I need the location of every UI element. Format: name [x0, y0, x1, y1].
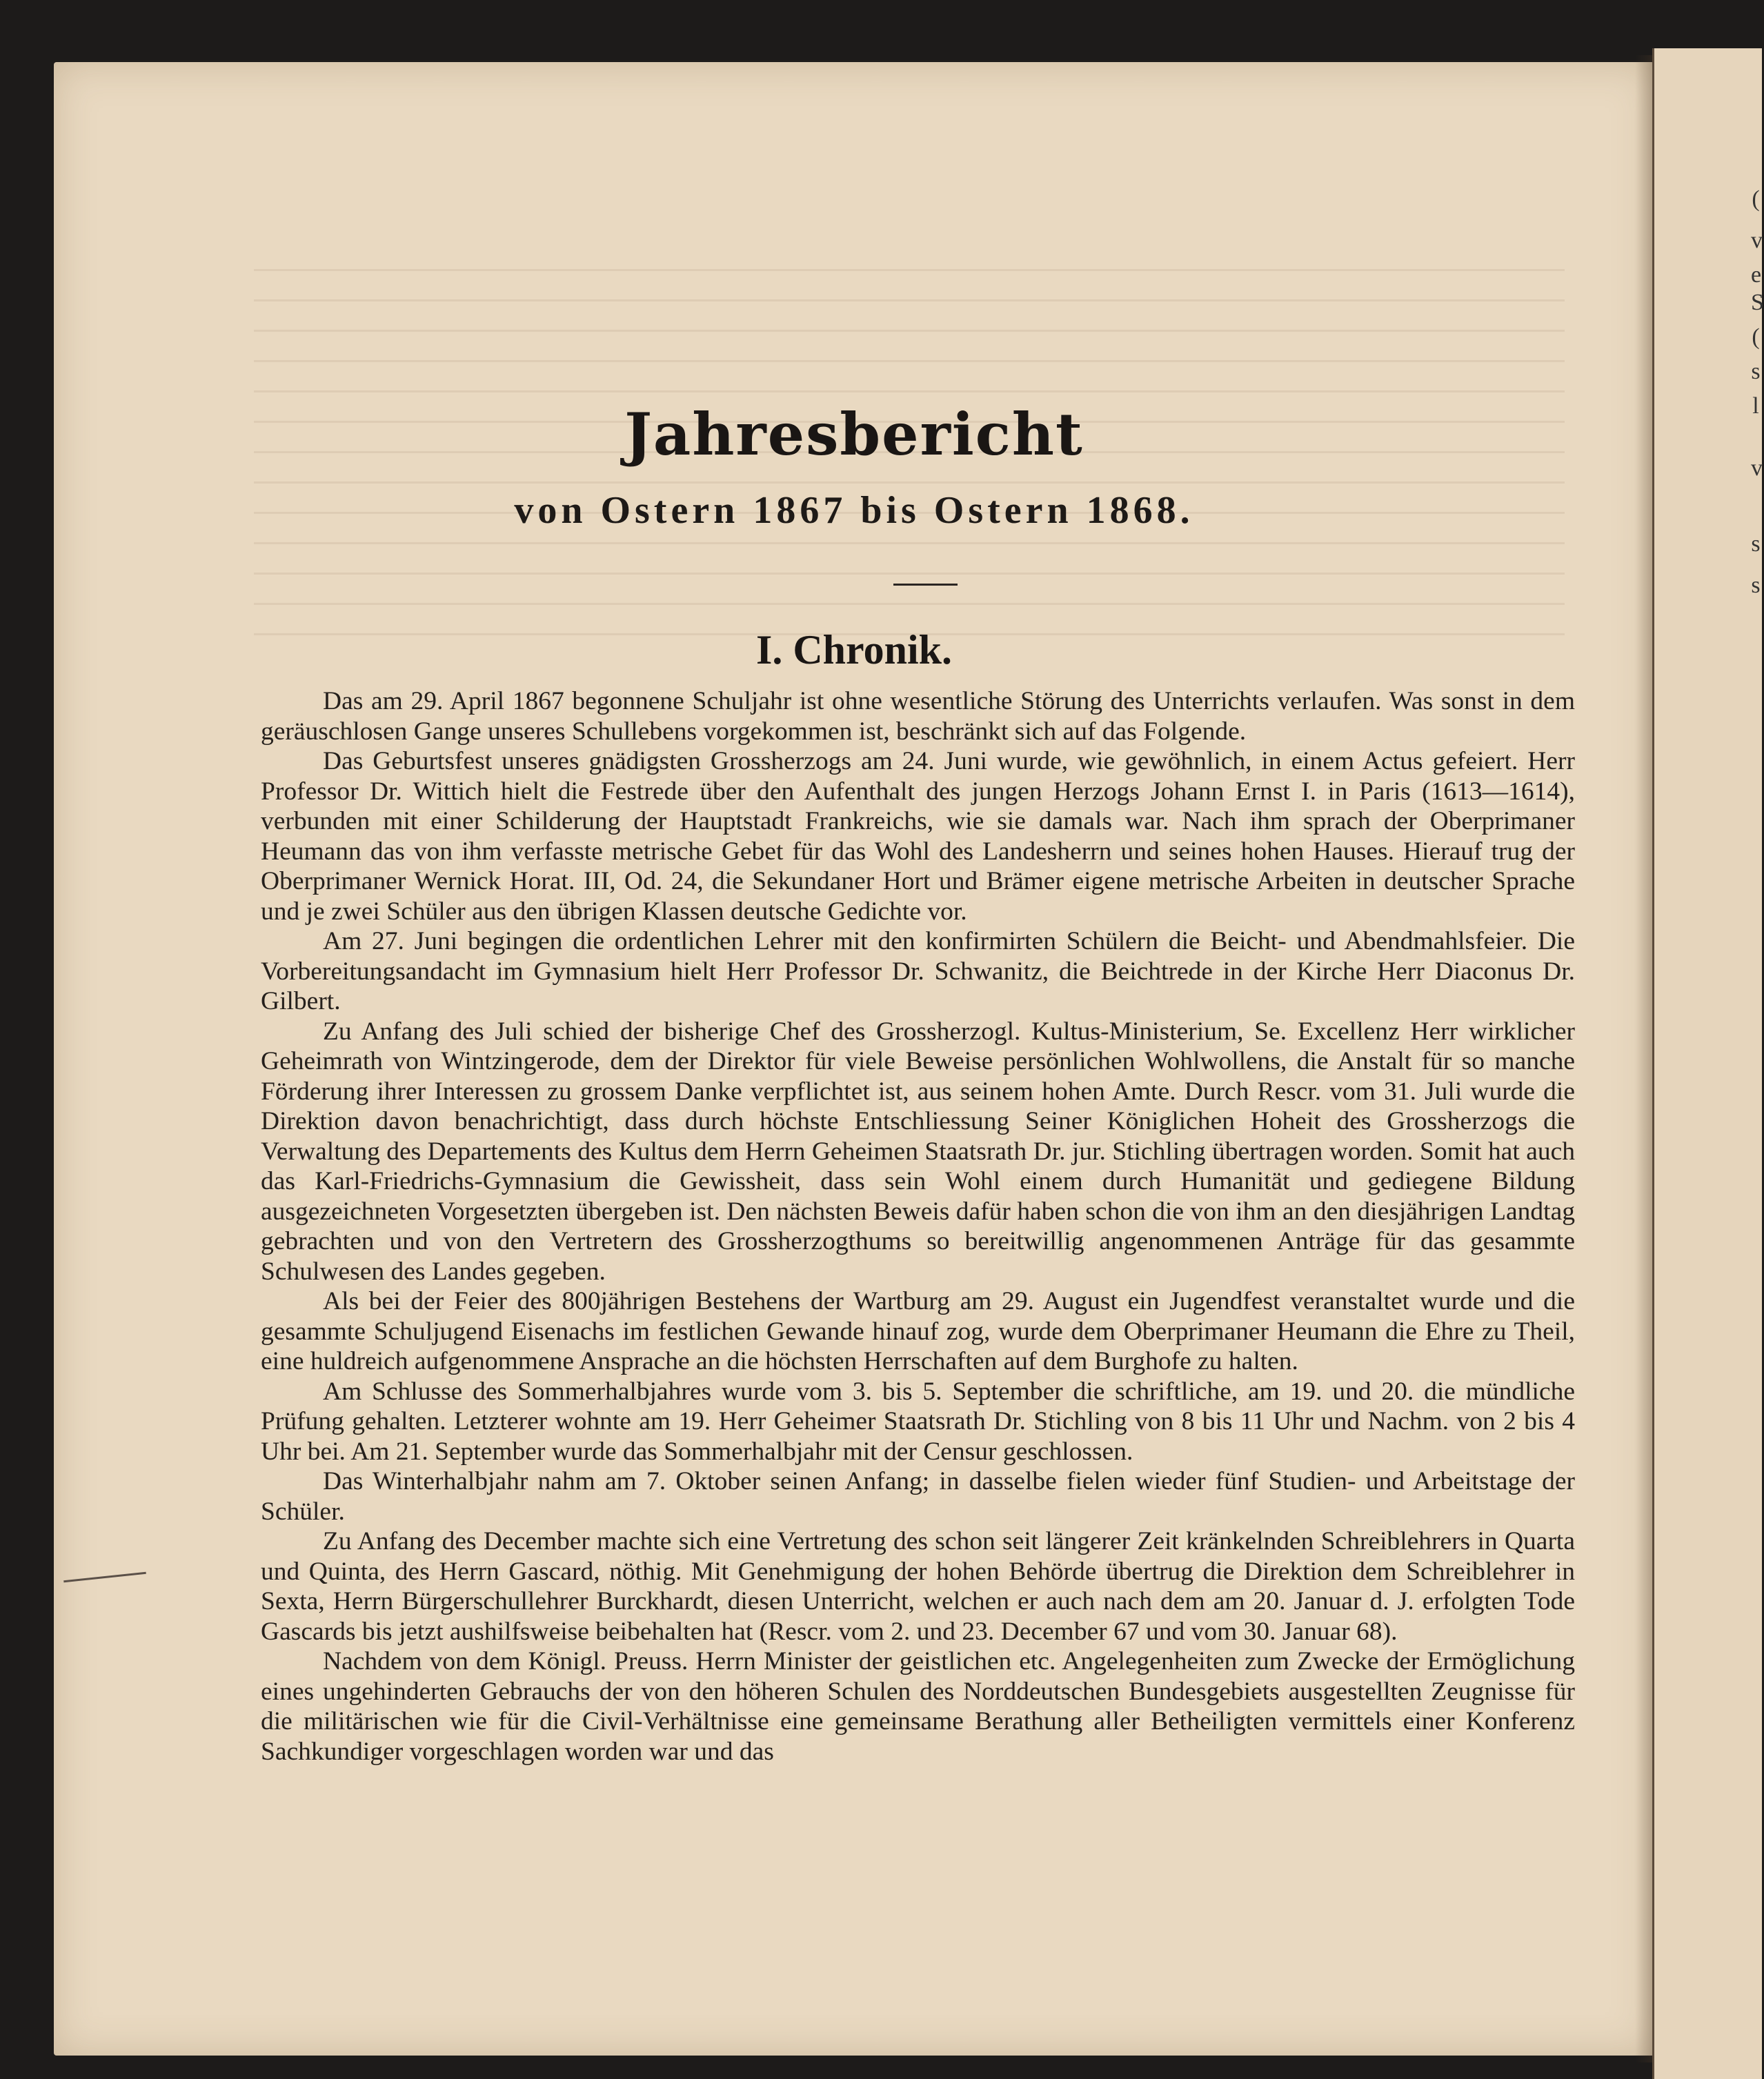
- paragraph: Als bei der Feier des 800jährigen Bestehens der Wartburg am 29. August ein Jugendfest veranstaltet wurde und die gesammte Schuljugend Eisenachs im festlichen Gewande hinauf zog, wurde dem Oberprimaner Heumann die Ehre zu Theil, eine huldreich aufgenommene Ansprache an die höchsten Herrschaften auf dem Burghofe zu halten.: [261, 1287, 1575, 1375]
- edge-char: v: [1751, 455, 1763, 481]
- paragraph: Das Geburtsfest unseres gnädigsten Grossherzogs am 24. Juni wurde, wie gewöhnlich, in einem Actus gefeiert. Herr Professor Dr. Wittich hielt die Festrede über den Aufenthalt des jungen Herzogs Johann Ernst I. in Paris (1613—1614), verbunden mit einer Schilderung der Hauptstadt Frankreichs, wie sie damals war. Nach ihm sprach der Oberprimaner Heumann das von ihm verfasste metrische Gebet für das Wohl des Landesherrn und seines hohen Hauses. Hierauf trug der Oberprimaner Wernick Horat. III, Od. 24, die Sekundaner Hort und Brämer eigene metrische Arbeiten in deutscher Sprache und je zwei Schüler aus den übrigen Klassen deutsche Gedichte vor.: [261, 747, 1575, 926]
- adjacent-page-edge: [1652, 48, 1762, 2079]
- page-subtitle: von Ostern 1867 bis Ostern 1868.: [514, 489, 1194, 532]
- paragraph: Das Winterhalbjahr nahm am 7. Oktober seinen Anfang; in dasselbe fielen wieder fünf Studien- und Arbeitstage der Schüler.: [261, 1467, 1575, 1526]
- paragraph: Am Schlusse des Sommerhalbjahres wurde vom 3. bis 5. September die schriftliche, am 19. und 20. die mündliche Prüfung gehalten. Letzterer wohnte am 19. Herr Geheimer Staatsrath Dr. Stichling von 8 bis 11 Uhr und Nachm. von 2 bis 4 Uhr bei. Am 21. September wurde das Sommerhalbjahr mit der Censur geschlossen.: [261, 1377, 1575, 1466]
- edge-char: (: [1752, 186, 1760, 212]
- document-page: [54, 62, 1654, 2056]
- paragraph: Am 27. Juni begingen die ordentlichen Lehrer mit den konfirmirten Schülern die Beicht- und Abendmahlsfeier. Die Vorbereitungsandacht im Gymnasium hielt Herr Professor Dr. Schwanitz, die Beichtrede in der Kirche Herr Diaconus Dr. Gilbert.: [261, 927, 1575, 1015]
- edge-char: v: [1751, 228, 1763, 253]
- paragraph: Zu Anfang des December machte sich eine Vertretung des schon seit längerer Zeit kränkelnden Schreiblehrers in Quarta und Quinta, des Herrn Gascard, nöthig. Mit Genehmigung der hohen Behörde übertrug die Direktion dem Schreiblehrer in Sexta, Herrn Bürgerschullehrer Burckhardt, diesen Unterricht, welchen er auch nach dem am 20. Januar d. J. erfolgten Tode Gascards bis jetzt aushilfsweise beibehalten hat (Rescr. vom 2. und 23. December 67 und vom 30. Januar 68).: [261, 1527, 1575, 1646]
- title-divider: [893, 584, 958, 586]
- body-text: [261, 686, 1575, 1767]
- paragraph: Nachdem von dem Königl. Preuss. Herrn Minister der geistlichen etc. Angelegenheiten zum Zwecke der Ermöglichung eines ungehinderten Gebrauchs der von den höheren Schulen des Norddeutschen Bundesgebiets ausgestellten Zeugnisse für die militärischen wie für die Civil-Verhältnisse eine gemeinsame Berathung aller Betheiligten vermittels einer Konferenz Sachkundiger vorgeschlagen worden war und das: [261, 1647, 1575, 1766]
- edge-char: s: [1751, 573, 1761, 598]
- page-title: Jahresbericht: [624, 400, 1084, 468]
- paragraph: Das am 29. April 1867 begonnene Schuljahr ist ohne wesentliche Störung des Unterrichts verlaufen. Was sonst in dem geräuschlosen Gange unseres Schullebens vorgekommen ist, beschränkt sich auf das Folgende.: [261, 687, 1575, 746]
- edge-char: S: [1751, 290, 1764, 315]
- edge-char: s: [1751, 531, 1761, 557]
- edge-char: l: [1752, 393, 1759, 419]
- edge-char: (: [1752, 324, 1760, 350]
- paragraph: Zu Anfang des Juli schied der bisherige Chef des Grossherzogl. Kultus-Ministerium, Se. Excellenz Herr wirklicher Geheimrath von Wintzingerode, dem der Direktor für viele Beweise persönlichen Wohlwollens, die Anstalt für so manche Förderung ihrer Interessen zu grossem Danke verpflichtet ist, aus seinem hohen Amte. Durch Rescr. vom 31. Juli wurde die Direktion davon benachrichtigt, dass durch höchste Entschliessung Seiner Königlichen Hoheit des Grossherzogs die Verwaltung des Departements des Kultus dem Herrn Geheimen Staatsrath Dr. jur. Stichling übertragen worden. Somit hat auch das Karl-Friedrichs-Gymnasium die Gewissheit, dass sein Wohl einem durch Humanität und gediegene Bildung ausgezeichneten Vorgesetzten übergeben ist. Den nächsten Beweis dafür haben schon die von ihm an den diesjährigen Landtag gebrachten und von den Vertretern des Grossherzogthums so bereitwillig angenommenen Anträge für das gesammte Schulwesen des Landes gegeben.: [261, 1017, 1575, 1286]
- section-heading: I. Chronik.: [755, 627, 952, 673]
- edge-char: e: [1751, 262, 1762, 288]
- edge-char: s: [1751, 359, 1761, 384]
